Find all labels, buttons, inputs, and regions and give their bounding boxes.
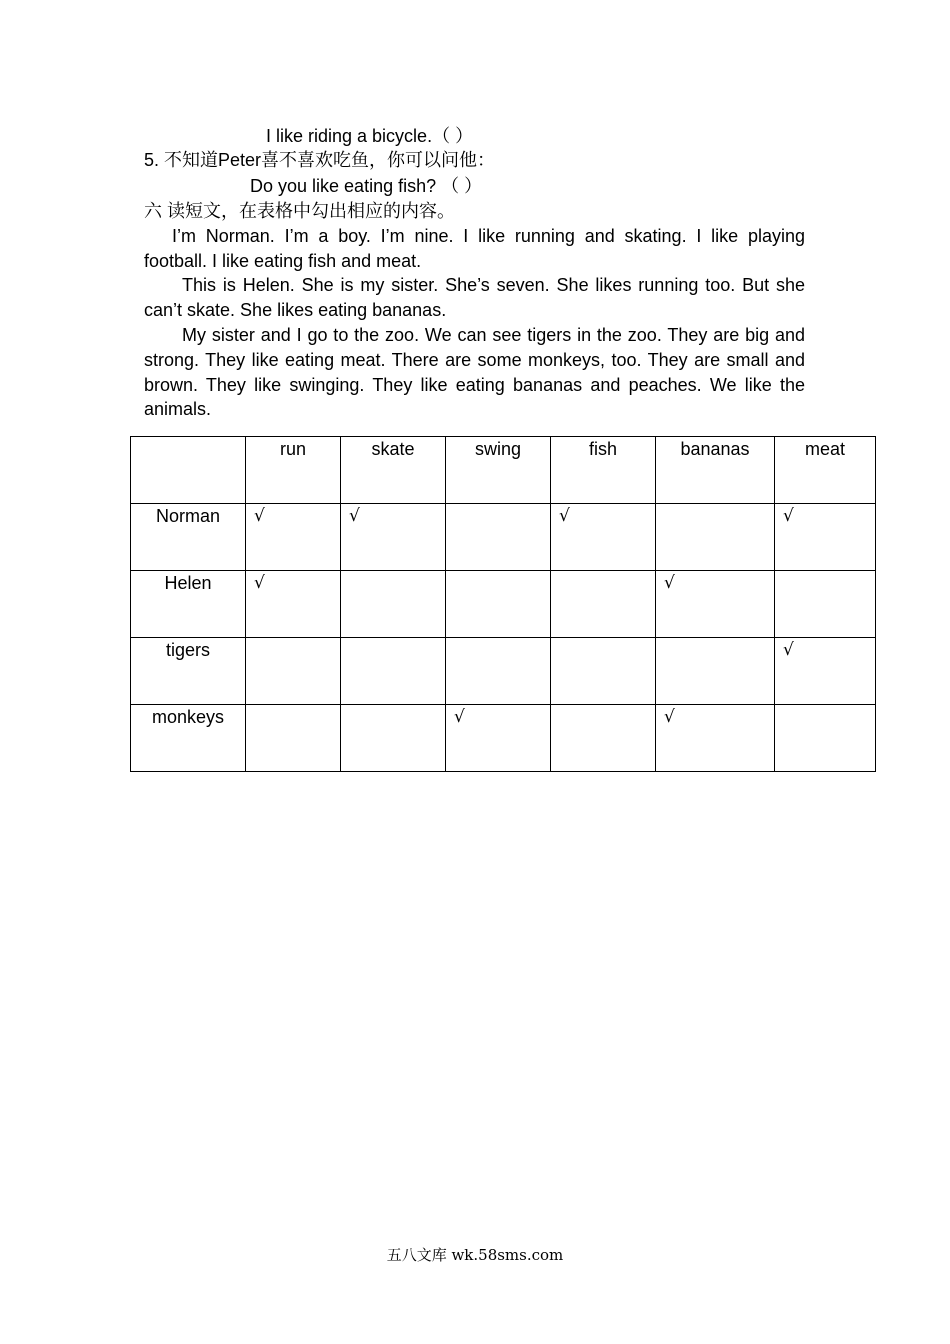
row-label: tigers (131, 638, 246, 705)
page-footer: 五八文库 wk.58sms.com (386, 1246, 564, 1264)
section-six-heading: 六 读短文，在表格中勾出相应的内容。 (144, 201, 455, 221)
table-corner-cell (131, 437, 246, 504)
check-cell (656, 504, 775, 571)
check-cell: √ (246, 504, 341, 571)
passage-paragraph-2: This is Helen. She is my sister. She’s seven. She likes running too. But she can’t skate. She likes eating bananas. (144, 275, 805, 320)
check-cell: √ (446, 705, 551, 772)
column-header-swing: swing (446, 437, 551, 504)
check-cell (341, 705, 446, 772)
question-5-answer-line: Do you like eating fish? （ ） (250, 176, 483, 196)
check-cell: √ (341, 504, 446, 571)
column-header-run: run (246, 437, 341, 504)
check-cell (775, 705, 876, 772)
table-row-tigers (131, 638, 876, 705)
row-label: Norman (131, 504, 246, 571)
check-cell (551, 705, 656, 772)
column-header-bananas: bananas (656, 437, 775, 504)
check-cell (446, 638, 551, 705)
check-cell: √ (656, 705, 775, 772)
check-cell: √ (775, 638, 876, 705)
check-cell: √ (656, 571, 775, 638)
column-header-meat: meat (775, 437, 876, 504)
row-label: Helen (131, 571, 246, 638)
column-header-skate: skate (341, 437, 446, 504)
passage-paragraph-1: I’m Norman. I’m a boy. I’m nine. I like running and skating. I like playing football. I like eating fish and meat. (144, 226, 805, 271)
question-4-line: I like riding a bicycle.（ ） (266, 126, 474, 146)
table-row-norman (131, 504, 876, 571)
check-cell (775, 571, 876, 638)
check-cell (656, 638, 775, 705)
check-cell: √ (551, 504, 656, 571)
answer-table (130, 436, 876, 772)
check-cell (551, 571, 656, 638)
table-header-row (131, 437, 876, 504)
question-5-prompt: 5. 不知道Peter喜不喜欢吃鱼，你可以问他： (144, 150, 496, 170)
column-header-fish: fish (551, 437, 656, 504)
check-cell (246, 638, 341, 705)
check-cell (246, 705, 341, 772)
check-cell (341, 638, 446, 705)
table-row-helen (131, 571, 876, 638)
check-cell (341, 571, 446, 638)
check-cell (446, 571, 551, 638)
check-cell: √ (246, 571, 341, 638)
table-row-monkeys (131, 705, 876, 772)
check-cell: √ (775, 504, 876, 571)
row-label: monkeys (131, 705, 246, 772)
check-cell (446, 504, 551, 571)
check-cell (551, 638, 656, 705)
passage-paragraph-3: My sister and I go to the zoo. We can see tigers in the zoo. They are big and strong. They like eating meat. There are some monkeys, too. They are small and brown. They like swinging. They like eating bananas and peaches. We like the animals. (144, 325, 805, 420)
